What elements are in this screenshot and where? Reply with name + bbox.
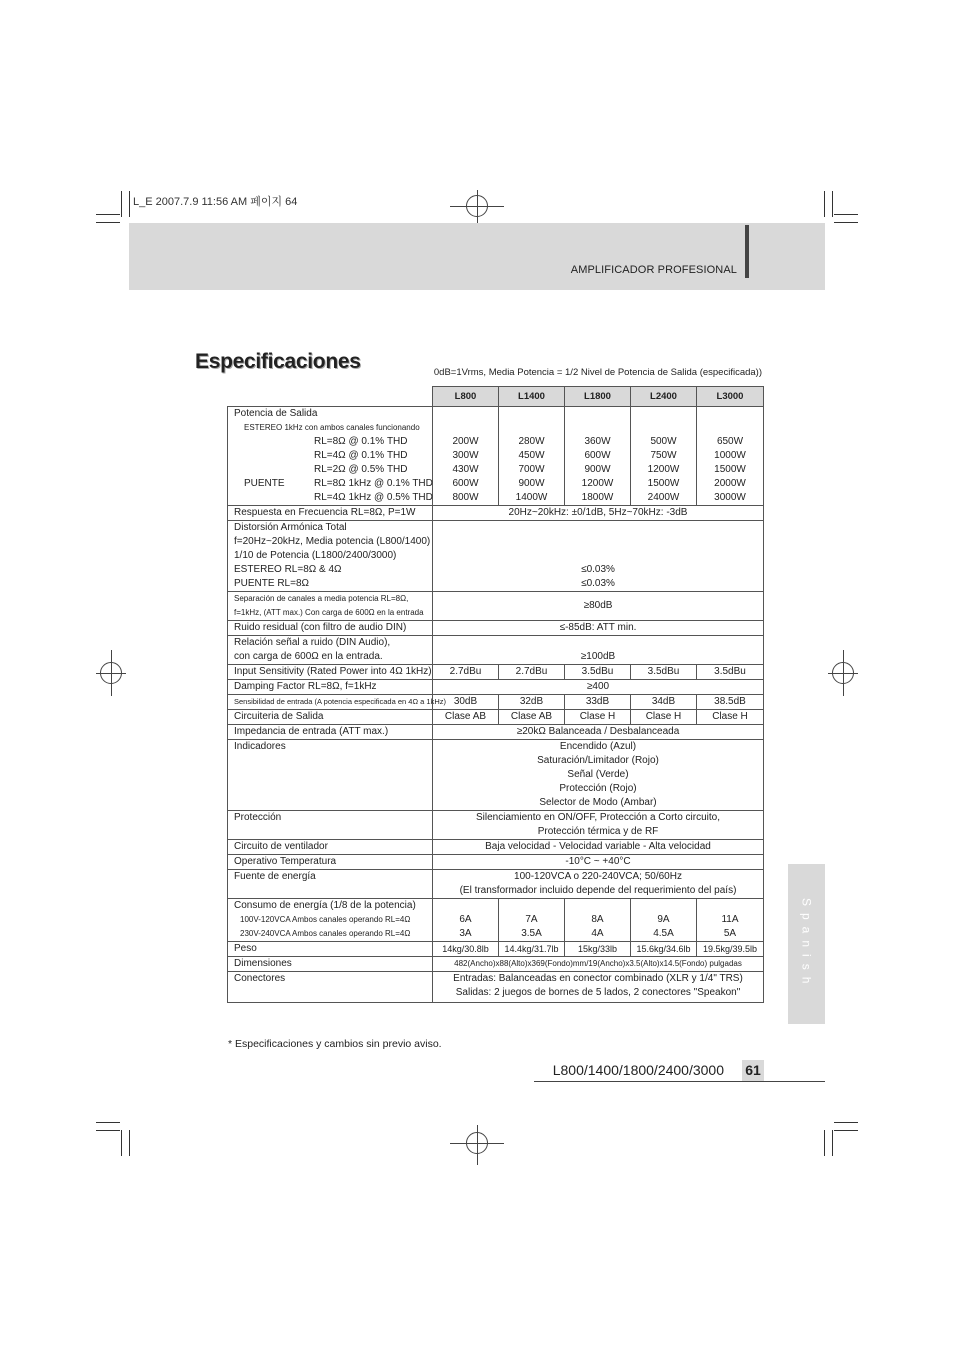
header-band	[129, 223, 825, 290]
spec-label: Circuito de ventilador	[228, 840, 433, 855]
spec-value: Clase AB	[433, 710, 499, 725]
spec-value: 3.5dBu	[565, 665, 631, 680]
crop-mark	[121, 191, 122, 217]
crop-mark	[96, 1122, 120, 1123]
crop-mark	[824, 1130, 825, 1156]
language-side-tab-label: Spanish	[799, 897, 814, 991]
spec-label-sub: ESTEREO 1kHz con ambos canales funcionando	[244, 423, 420, 432]
condition-text: RL=8Ω 1kHz @ 0.1% THD	[314, 478, 433, 489]
spec-value: Clase AB	[499, 710, 565, 725]
table-row	[228, 710, 764, 725]
model-header: L2400	[631, 387, 697, 407]
spec-value: Entradas: Balanceadas en conector combinado (XLR y 1/4" TRS) Salidas: 2 juegos de bornes de 5 lados, 2 conectores "Speakon"	[433, 972, 764, 1003]
registration-line	[477, 1125, 478, 1165]
crop-mark	[129, 191, 130, 217]
spec-value: 20Hz~20kHz: ±0/1dB, 5Hz~70kHz: -3dB	[433, 506, 764, 521]
spec-label: Respuesta en Frecuencia RL=8Ω, P=1W	[228, 506, 433, 521]
spec-value: Encendido (Azul) Saturación/Limitador (Rojo) Señal (Verde) Protección (Rojo) Selector de Modo (Ambar)	[433, 740, 764, 811]
table-row	[228, 957, 764, 972]
model-header: L3000	[697, 387, 764, 407]
table-corner	[228, 387, 433, 407]
spec-label: Indicadores	[228, 740, 433, 811]
table-row	[228, 636, 764, 665]
table-row	[228, 407, 764, 506]
header-accent-bar	[745, 225, 749, 278]
crop-mark	[832, 191, 833, 217]
spec-value: 33dB	[565, 695, 631, 710]
model-header: L800	[433, 387, 499, 407]
spec-label: Dimensiones	[228, 957, 433, 972]
spec-value: 3.5dBu	[697, 665, 764, 680]
table-row	[228, 621, 764, 636]
spec-table	[227, 386, 764, 1003]
spec-value: 280W 450W 700W 900W 1400W	[499, 407, 565, 506]
spec-value: 9A 4.5A	[631, 899, 697, 942]
table-row	[228, 725, 764, 740]
crop-mark	[129, 1130, 130, 1156]
model-header: L1800	[565, 387, 631, 407]
spec-value: 482(Ancho)x88(Alto)x369(Fondo)mm/19(Ancho)x3.5(Alto)x14.5(Fondo) pulgadas	[433, 957, 764, 972]
condition-text: RL=2Ω @ 0.5% THD	[314, 464, 408, 475]
page-title: Especificaciones	[195, 350, 361, 373]
table-row	[228, 506, 764, 521]
spec-value: 14.4kg/31.7lb	[499, 942, 565, 957]
spec-value: 2.7dBu	[433, 665, 499, 680]
spec-label: Protección	[228, 811, 433, 840]
table-row	[228, 680, 764, 695]
footnote: * Especificaciones y cambios sin previo aviso.	[228, 1038, 442, 1050]
spec-value: 7A 3.5A	[499, 899, 565, 942]
spec-label: Fuente de energía	[228, 870, 433, 899]
crop-mark	[832, 1130, 833, 1156]
registration-line	[843, 650, 844, 696]
page-number: 61	[745, 1062, 761, 1078]
table-row	[228, 855, 764, 870]
spec-value: ≥80dB	[433, 592, 764, 621]
table-row	[228, 899, 764, 942]
spec-value: -10°C ~ +40°C	[433, 855, 764, 870]
crop-mark	[834, 214, 858, 215]
crop-mark	[824, 191, 825, 217]
crop-mark	[96, 222, 120, 223]
condition-text: RL=4Ω @ 0.1% THD	[314, 450, 408, 461]
spec-value: 38.5dB	[697, 695, 764, 710]
spec-value: ≥400	[433, 680, 764, 695]
spec-value: Silenciamiento en ON/OFF, Protección a Corto circuito, Protección térmica y de RF	[433, 811, 764, 840]
table-row	[228, 665, 764, 680]
spec-value: 650W 1000W 1500W 2000W 3000W	[697, 407, 764, 506]
spec-label: Distorsión Armónica Total f=20Hz~20kHz, Media potencia (L800/1400) 1/10 de Potencia (L1800/2400/3000) ESTEREO RL=8Ω & 4Ω PUENTE RL=8Ω	[228, 521, 433, 592]
footer-rule	[534, 1081, 825, 1082]
table-row	[228, 840, 764, 855]
spec-value: 6A 3A	[433, 899, 499, 942]
table-row	[228, 521, 764, 592]
spec-label: Peso	[228, 942, 433, 957]
print-slug: L_E 2007.7.9 11:56 AM 페이지 64	[133, 196, 298, 208]
spec-label: Impedancia de entrada (ATT max.)	[228, 725, 433, 740]
crop-mark	[96, 1130, 120, 1131]
spec-label: Separación de canales a media potencia RL=8Ω, f=1kHz, (ATT max.) Con carga de 600Ω en la entrada	[228, 592, 433, 621]
spec-value: 100-120VCA o 220-240VCA; 50/60Hz (El transformador incluido depende del requerimiento del país)	[433, 870, 764, 899]
spec-value: 19.5kg/39.5lb	[697, 942, 764, 957]
spec-value: Clase H	[697, 710, 764, 725]
spec-value: 200W 300W 430W 600W 800W	[433, 407, 499, 506]
spec-value: ≥20kΩ Balanceada / Desbalanceada	[433, 725, 764, 740]
spec-label: Sensibilidad de entrada (A potencia especificada en 4Ω a 1kHz)	[228, 695, 433, 710]
spec-value: Baja velocidad - Velocidad variable - Alta velocidad	[433, 840, 764, 855]
table-row	[228, 942, 764, 957]
table-row	[228, 740, 764, 811]
table-row	[228, 870, 764, 899]
footer-models: L800/1400/1800/2400/3000	[552, 1062, 724, 1078]
spec-value: 30dB	[433, 695, 499, 710]
spec-value: ≥100dB	[433, 636, 764, 665]
table-row	[228, 972, 764, 1003]
crop-mark	[834, 222, 858, 223]
spec-value: ≤0.03% ≤0.03%	[433, 521, 764, 592]
registration-line	[111, 650, 112, 696]
condition-text: RL=4Ω 1kHz @ 0.5% THD	[314, 492, 433, 503]
crop-mark	[121, 1130, 122, 1156]
spec-value: 8A 4A	[565, 899, 631, 942]
spec-label: Input Sensitivity (Rated Power into 4Ω 1kHz)	[228, 665, 433, 680]
spec-value: 14kg/30.8lb	[433, 942, 499, 957]
spec-label: Relación señal a ruido (DIN Audio), con carga de 600Ω en la entrada.	[228, 636, 433, 665]
spec-label: Ruido residual (con filtro de audio DIN)	[228, 621, 433, 636]
table-row	[228, 811, 764, 840]
spec-value: 360W 600W 900W 1200W 1800W	[565, 407, 631, 506]
spec-label: Potencia de Salida ESTEREO 1kHz con ambos canales funcionando RL=8Ω @ 0.1% THD RL=4Ω @ 0.1% THD RL=2Ω @ 0.5% THD PUENTE RL=8Ω 1kHz @ 0.1% THD RL=4Ω 1kHz @ 0.5% THD	[228, 407, 433, 506]
spec-label-text: Potencia de Salida	[234, 408, 318, 419]
spec-value: 34dB	[631, 695, 697, 710]
section-note: 0dB=1Vrms, Media Potencia = 1/2 Nivel de Potencia de Salida (especificada))	[433, 367, 762, 378]
spec-value: 15kg/33lb	[565, 942, 631, 957]
spec-value: 500W 750W 1200W 1500W 2400W	[631, 407, 697, 506]
spec-value: 11A 5A	[697, 899, 764, 942]
crop-mark	[96, 214, 120, 215]
table-row	[228, 592, 764, 621]
spec-label: Operativo Temperatura	[228, 855, 433, 870]
spec-value: 3.5dBu	[631, 665, 697, 680]
condition-text: RL=8Ω @ 0.1% THD	[314, 436, 408, 447]
crop-mark	[834, 1130, 858, 1131]
spec-value: ≤-85dB: ATT min.	[433, 621, 764, 636]
table-header-row	[228, 387, 764, 407]
table-row	[228, 695, 764, 710]
model-header: L1400	[499, 387, 565, 407]
spec-value: 15.6kg/34.6lb	[631, 942, 697, 957]
crop-mark	[834, 1122, 858, 1123]
spec-value: Clase H	[631, 710, 697, 725]
spec-value: 2.7dBu	[499, 665, 565, 680]
spec-label: Damping Factor RL=8Ω, f=1kHz	[228, 680, 433, 695]
spec-value: Clase H	[565, 710, 631, 725]
spec-label: Consumo de energía (1/8 de la potencia) 100V-120VCA Ambos canales operando RL=4Ω 230V-240VCA Ambos canales operando RL=4Ω	[228, 899, 433, 942]
spec-label: Circuiteria de Salida	[228, 710, 433, 725]
header-title: AMPLIFICADOR PROFESIONAL	[570, 264, 737, 276]
spec-label: Conectores	[228, 972, 433, 1003]
spec-value: 32dB	[499, 695, 565, 710]
